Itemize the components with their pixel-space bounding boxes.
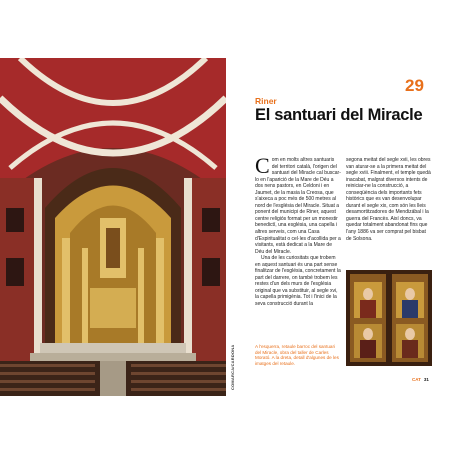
drop-cap: C	[255, 153, 270, 178]
photo-caption: A l'esquerra, retaule barroc del santuari del Miracle, obra del taller de Carles Morató. A la dreta, detall d'algunes de les imatges del retaule.	[255, 344, 339, 366]
paragraph-2: Una de les curiositats que trobem en aquest santuari és una part sense finalitzar de l'església, concretament la part del darrere, on també trobem les restes d'un dels murs de l'església original que va substituir, al segle xvi, la capella primigènia. Tot i l'inici de la seva construcció durant la	[255, 255, 341, 308]
text-column-1	[255, 153, 341, 308]
article-title: El santuari del Miracle	[255, 106, 423, 124]
side-label-text: COMARCA/CARDONA	[230, 344, 235, 390]
side-section-label	[230, 330, 238, 390]
sanctuary-interior-photo	[0, 58, 226, 396]
page-folio	[412, 377, 429, 382]
text-column-2	[346, 157, 432, 242]
altarpiece-detail-photo	[346, 270, 432, 366]
location-kicker: Riner	[255, 96, 277, 106]
page-number: 29	[405, 76, 424, 95]
paragraph-1: om en molts altres santuaris del territori català, l'origen del santuari del Miracle cal buscar-lo en l'aparició de la Mare de Déu a dos nens pastors, en Celdoni i en Jaumet, de la masia la Creosa, que s'aixeca a poc més de 500 metres al nord de l'església del Miracle. Situat a ponent del municipi de Riner, aquest centre religiós format per un monestir benedictí, una església, una capella i altres serveis, com una Casa d'Espiritualitat o cel·les d'acollida per a visitants, està dedicat a la Mare de Déu del Miracle.	[255, 157, 341, 255]
paragraph-3: segona meitat del segle xvii, les obres van aturar-se a la primera meitat del segle xviii. Finalment, el temple quedà inacabat, malgrat diversos intents de reiniciar-ne la construcció, a conseqüència dels importants fets històrics que es van desenvolupar durant el segle xix, com són les lleis desamortitzadores de Mendizábal i la guerra del Francès. Així doncs, va quedar totalment abandonat fins que l'any 1886 va ser comprat pel bisbat de Solsona.	[346, 157, 431, 242]
folio-tag: CAT	[412, 377, 421, 382]
folio-number: 31	[423, 377, 429, 382]
